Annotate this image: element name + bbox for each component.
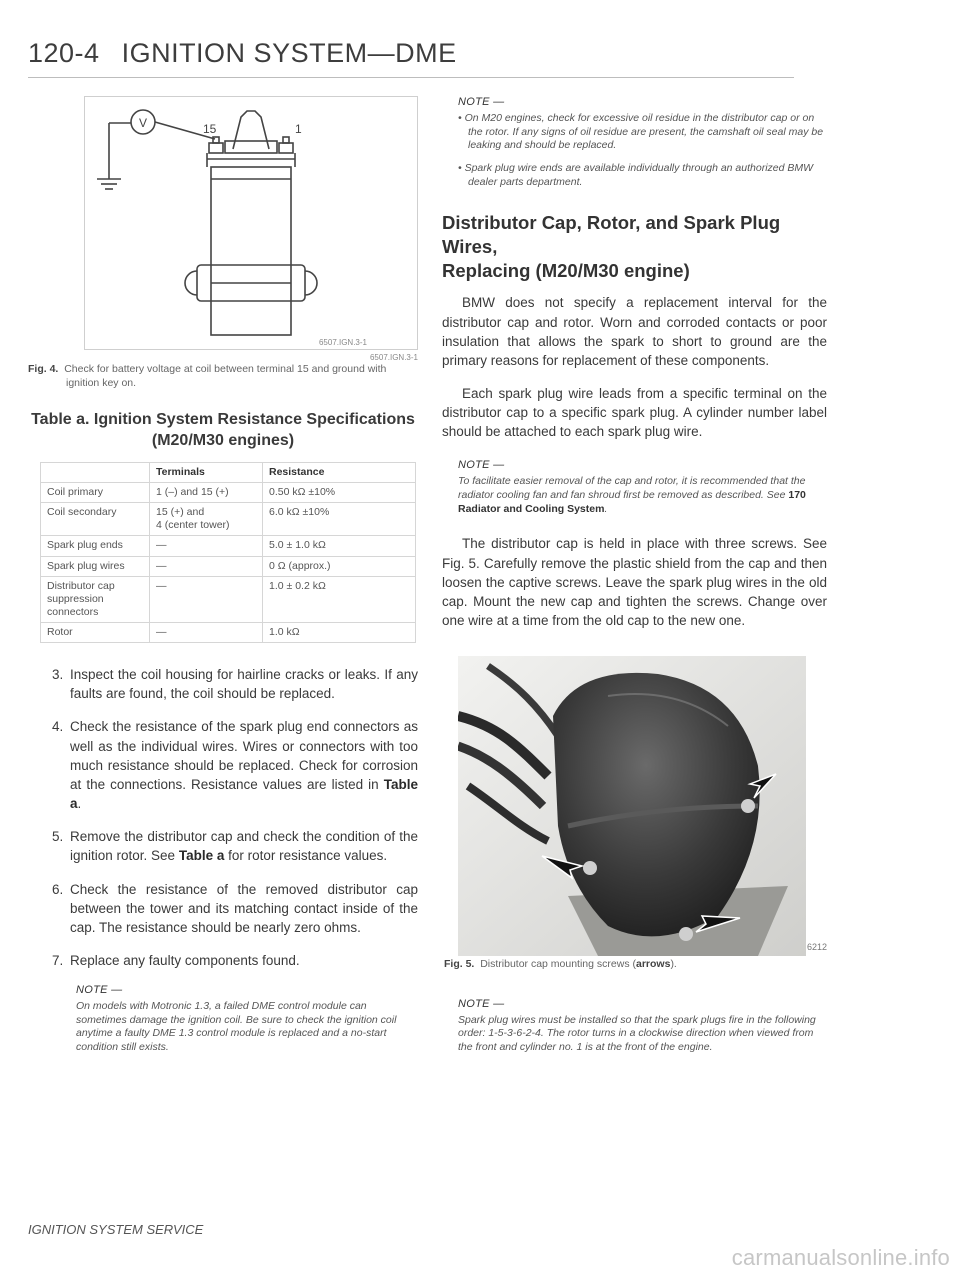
figure-4-label: Fig. 4.	[28, 363, 59, 375]
page-footer: IGNITION SYSTEM SERVICE	[28, 1222, 204, 1237]
resistance-spec-table	[40, 462, 416, 643]
table-cell: 0 Ω (approx.)	[263, 556, 416, 576]
table-body	[41, 483, 416, 643]
step-number: 6.	[52, 881, 64, 897]
paragraph-replacement-interval: BMW does not specify a replacement interval for the distributor cap and rotor. Worn and corroded contacts or poor insulation that allows the spark to short to ground are the primary reasons for replacement of these components.	[442, 295, 827, 368]
left-column	[28, 96, 418, 1055]
note-text: Spark plug wires must be installed so that the spark plugs fire in the following order: 1-5-3-6-2-4. The rotor turns in a clockwise direction when viewed from the front and cylinder no. 1 is at the front of the engine.	[458, 1013, 816, 1054]
note-bullet: • On M20 engines, check for excessive oil residue in the distributor cap or on the rotor. If any signs of oil residue are present, the camshaft oil seal may be leaking and should be replaced.	[458, 112, 824, 152]
note-bullet: • Spark plug wire ends are available individually through an authorized BMW dealer parts department.	[458, 161, 814, 188]
table-header-cell: Terminals	[150, 462, 263, 482]
right-column	[442, 96, 827, 1055]
section-heading	[442, 211, 827, 283]
distributor-cap-photo	[458, 656, 806, 956]
step-number: 7.	[52, 953, 64, 968]
note-motronic	[76, 984, 398, 1055]
table-cell: Distributor cap suppression connectors	[41, 576, 150, 622]
note-firing-order	[458, 998, 827, 1055]
table-cell: 0.50 kΩ ±10%	[263, 483, 416, 503]
paragraph-spark-plug-wires: Each spark plug wire leads from a specific terminal on the distributor cap to a specific spark plug. A cylinder number label should be attached to each spark plug wire.	[442, 385, 827, 440]
step-text-end: for rotor resistance values.	[224, 848, 388, 864]
section-reference: 170 Radiator and Cooling System	[458, 489, 806, 515]
figure-4-coil-diagram	[84, 96, 418, 350]
note-heading: NOTE —	[76, 984, 123, 997]
table-cell: Coil primary	[41, 483, 150, 503]
table-cell: —	[150, 576, 263, 622]
page-header	[28, 38, 457, 69]
table-cell: Coil secondary	[41, 503, 150, 536]
note-oil-residue	[458, 96, 827, 189]
table-cell: —	[150, 536, 263, 556]
paragraph-cap-screws: The distributor cap is held in place with three screws. See Fig. 5. Carefully remove the plastic shield from the cap and then loosen the captive screws. Leave the spark plug wires in the old cap. Mount the new cap and tighten the screws. Change over one wire at a time from the old cap to the new one.	[442, 536, 827, 628]
table-cell: Spark plug ends	[41, 536, 150, 556]
step-number: 4.	[52, 719, 64, 735]
figure-5-caption-bold: arrows	[636, 958, 671, 971]
step-number: 5.	[52, 829, 64, 845]
terminal-15-label: 15	[203, 122, 217, 136]
figure-4-caption	[28, 363, 418, 390]
step-item	[28, 717, 418, 813]
table-cell: —	[150, 556, 263, 576]
note-heading: NOTE —	[458, 96, 505, 108]
table-row	[41, 503, 416, 536]
note-fan-shroud	[458, 459, 827, 516]
table-cell: 5.0 ± 1.0 kΩ	[263, 536, 416, 556]
note-text: To facilitate easier removal of the cap and rotor, it is recommended that the radiator cooling fan and fan shroud first be removed as described. See	[458, 475, 806, 502]
figure-5-caption-text: Distributor cap mounting screws (	[480, 958, 636, 971]
table-header-row	[41, 462, 416, 482]
figure-5-caption	[444, 958, 827, 972]
table-cell: 1.0 kΩ	[263, 623, 416, 643]
table-reference: Table a	[70, 776, 418, 812]
step-number: 3.	[52, 667, 64, 683]
table-row	[41, 623, 416, 643]
table-header-cell	[41, 462, 150, 482]
section-heading-line2: Replacing (M20/M30 engine)	[442, 260, 690, 282]
figure-5-caption-row	[442, 942, 827, 972]
table-cell: Rotor	[41, 623, 150, 643]
table-cell: 6.0 kΩ ±10%	[263, 503, 416, 536]
table-cell: 1.0 ± 0.2 kΩ	[263, 576, 416, 622]
figure-5-ref-code: 6212	[806, 942, 827, 953]
figure-4-outer-code: 6507.IGN.3-1	[369, 353, 418, 362]
step-text: Remove the distributor cap and check the condition of the ignition rotor. See	[70, 829, 418, 864]
table-row	[41, 576, 416, 622]
table-row	[41, 483, 416, 503]
table-a-title-line1: Table a. Ignition System Resistance Specifications	[31, 411, 415, 429]
figure-5-label: Fig. 5.	[444, 958, 475, 971]
figure-4-inner-code: 6507.IGN.3-1	[318, 338, 367, 347]
inspection-steps	[28, 665, 418, 970]
section-heading-line1: Distributor Cap, Rotor, and Spark Plug Wires,	[442, 212, 781, 258]
table-cell: Spark plug wires	[41, 556, 150, 576]
table-a-title	[28, 410, 418, 452]
watermark: carmanualsonline.info	[731, 1245, 950, 1270]
step-text: Check the resistance of the removed distributor cap between the tower and its matching contact inside of the cap. The resistance should be nearly zero ohms.	[70, 881, 418, 935]
figure-5-caption-end: ).	[670, 958, 677, 971]
table-row	[41, 556, 416, 576]
table-reference: Table a	[178, 848, 225, 864]
header-rule	[28, 77, 794, 78]
step-text: Check the resistance of the spark plug end connectors as well as the individual wires. Wires or connectors with too much resistance should be replaced. Check for corrosion at the connections. Resistance values are listed in	[70, 719, 418, 792]
page-number: 120-4	[28, 38, 100, 68]
figure-4-caption-text: Check for battery voltage at coil between terminal 15 and ground with ignition key on.	[64, 363, 387, 389]
section-title: IGNITION SYSTEM—DME	[121, 38, 457, 68]
table-row	[41, 536, 416, 556]
step-item	[28, 880, 418, 937]
terminal-1-label: 1	[295, 122, 302, 136]
note-heading: NOTE —	[458, 997, 505, 1010]
step-item	[28, 951, 418, 970]
table-header-cell: Resistance	[263, 462, 416, 482]
step-text-end: .	[77, 796, 82, 812]
note-text: On models with Motronic 1.3, a failed DME control module can sometimes damage the ignition coil. Be sure to check the ignition coil anytime a faulty DME 1.3 control module is replaced and a no-start condition still exists.	[76, 1000, 397, 1054]
step-item	[28, 665, 418, 703]
step-text: Replace any faulty components found.	[70, 953, 300, 968]
ignition-coil-illustration	[85, 97, 417, 349]
note-text-end: .	[604, 502, 608, 515]
table-cell: 15 (+) and 4 (center tower)	[150, 503, 263, 536]
table-a-title-line2: (M20/M30 engines)	[151, 432, 295, 450]
step-text: Inspect the coil housing for hairline cracks or leaks. If any faults are found, the coil should be replaced.	[70, 667, 418, 702]
voltmeter-label: V	[139, 116, 148, 130]
table-cell: —	[150, 623, 263, 643]
table-cell: 1 (–) and 15 (+)	[150, 483, 263, 503]
note-heading: NOTE —	[458, 459, 505, 472]
figure-5-distributor-photo	[458, 656, 806, 956]
step-item	[28, 827, 418, 865]
